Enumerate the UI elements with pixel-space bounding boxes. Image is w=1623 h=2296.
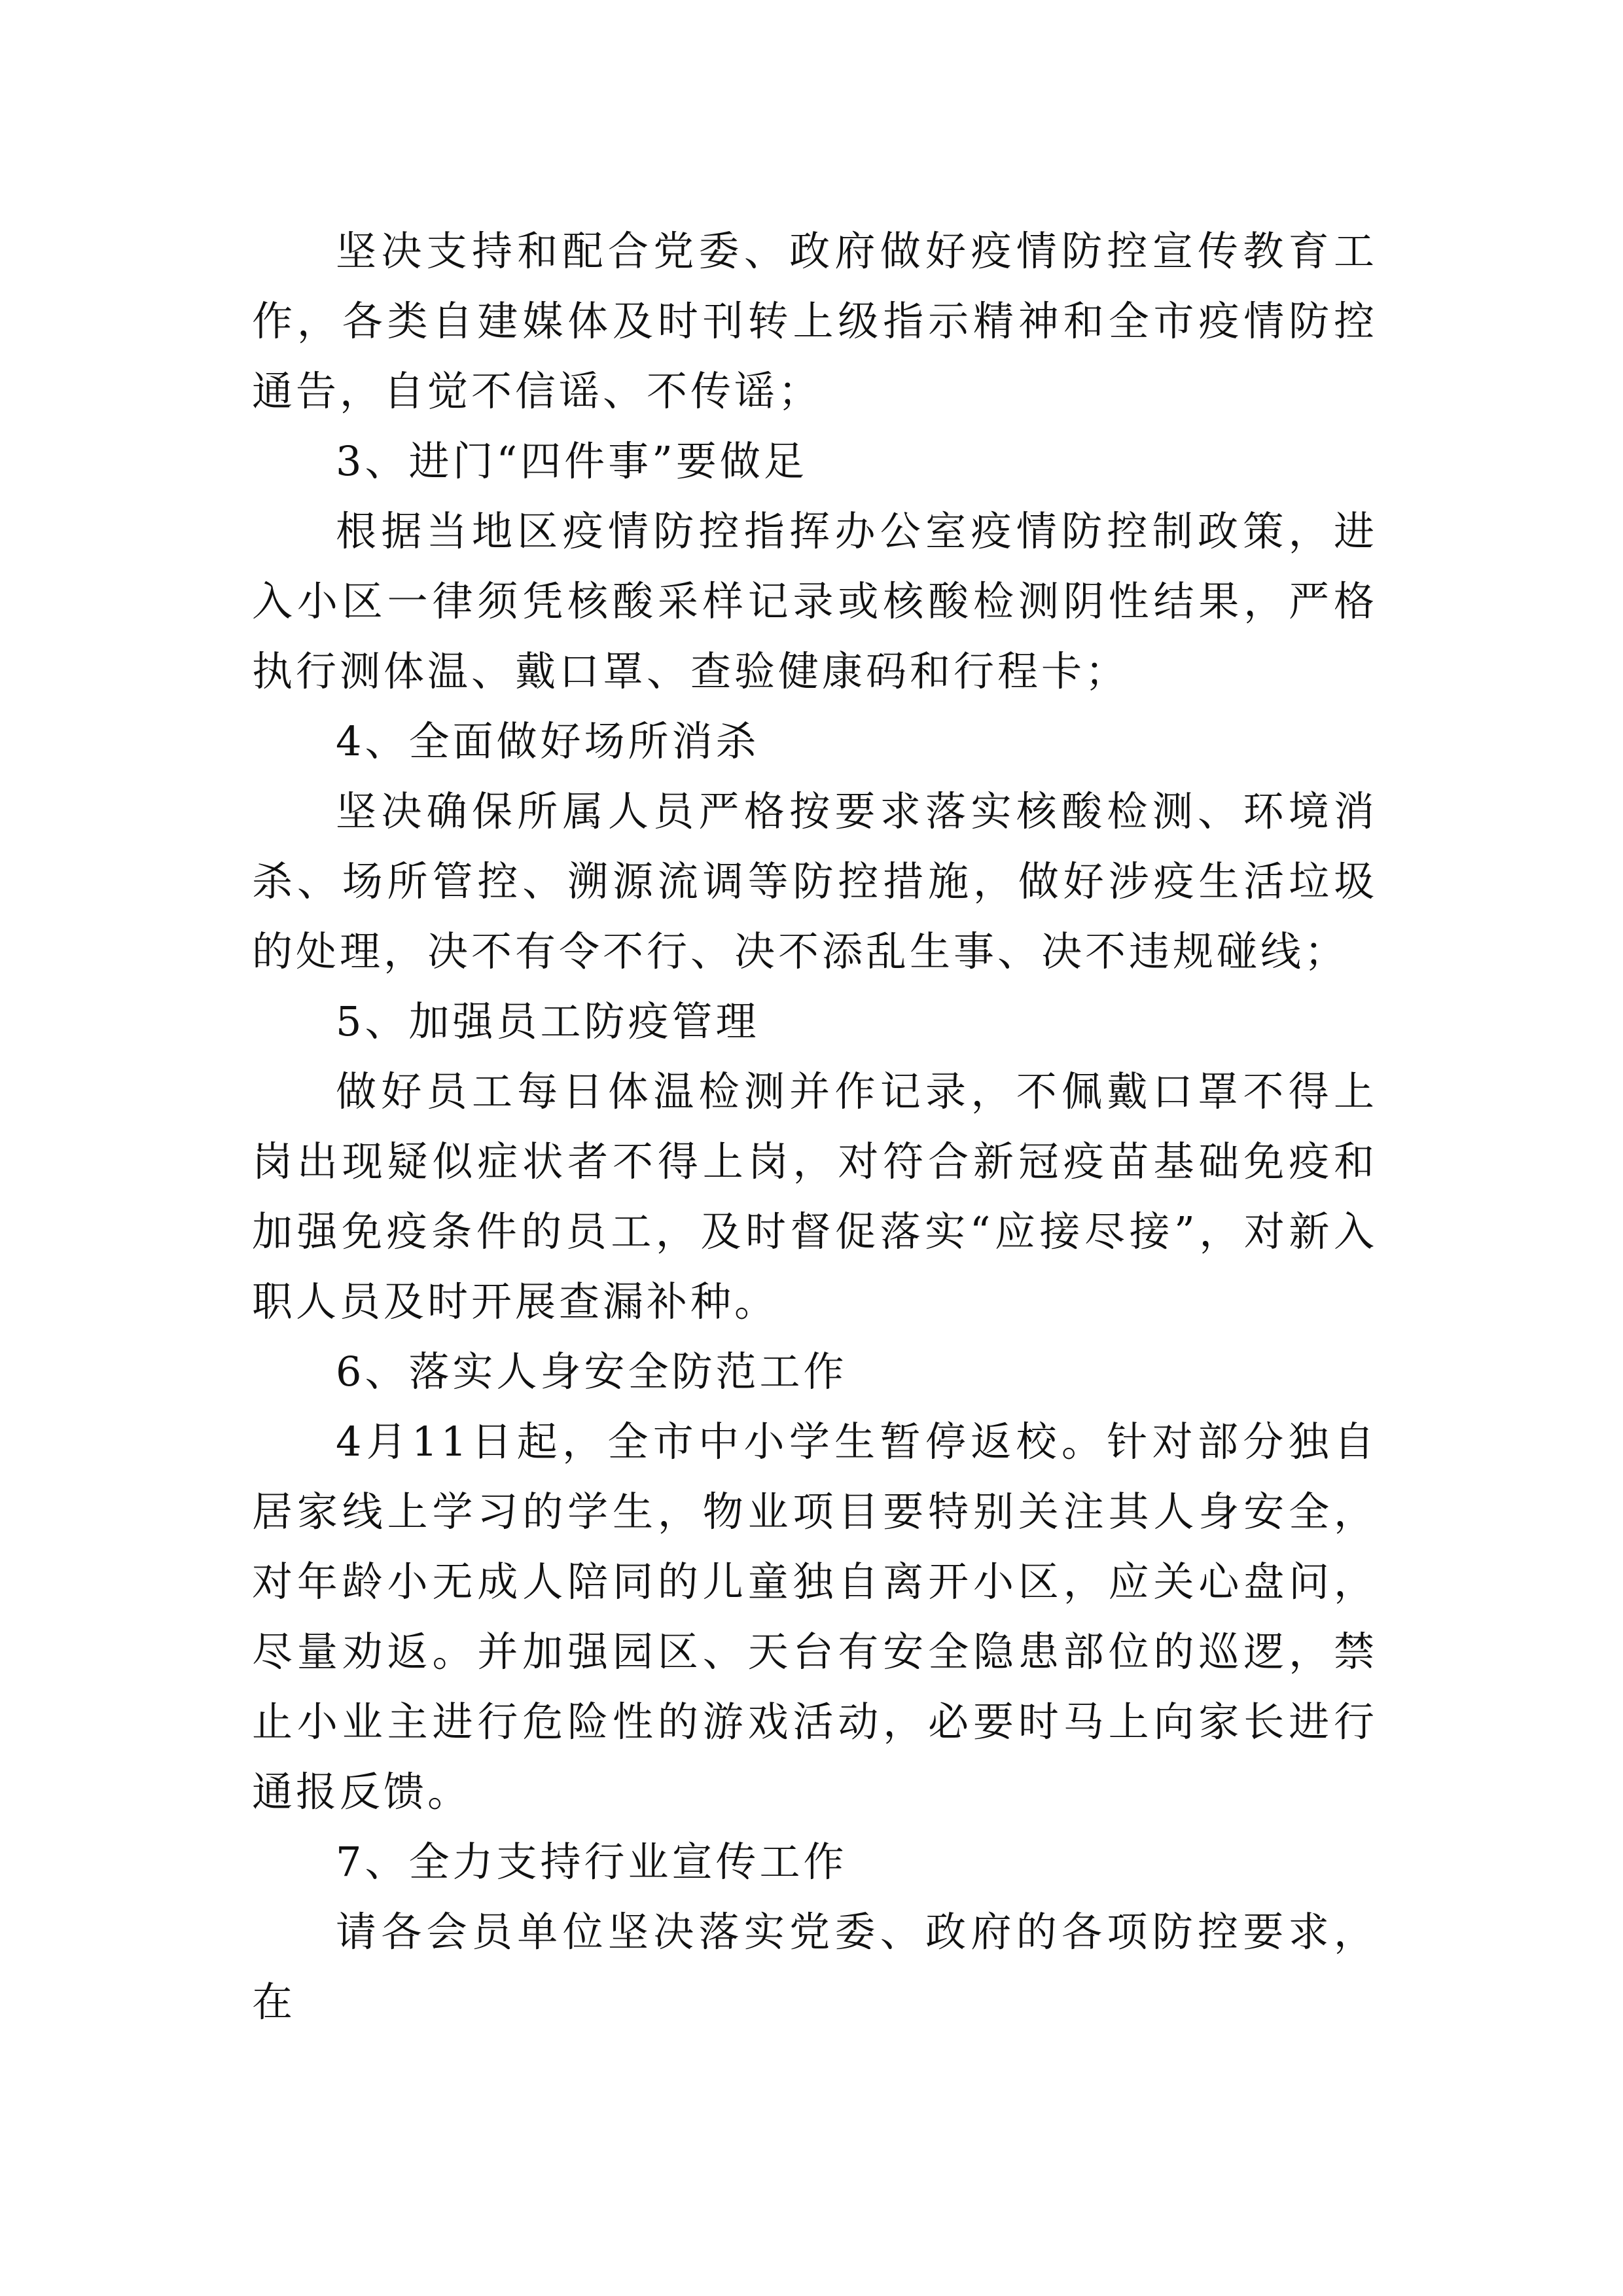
heading-industry-publicity: 7、全力支持行业宣传工作 bbox=[336, 1838, 847, 1886]
paragraph-industry-publicity: 请各会员单位坚决落实党委、政府的各项防控要求，在 bbox=[252, 1908, 1378, 2026]
paragraph-disinfection: 坚决确保所属人员严格按要求落实核酸检测、环境消杀、场所管控、溯源流调等防控措施，做好涉疫生活垃圾的处理，决不有令不行、决不添乱生事、决不违规碰线； bbox=[252, 787, 1378, 975]
paragraph-personal-safety: 4月11日起，全市中小学生暂停返校。针对部分独自居家线上学习的学生，物业项目要特别关注其人身安全，对年龄小无成人陪同的儿童独自离开小区，应关心盘问，尽量劝返。并加强园区、天台有安全隐患部位的巡逻，禁止小业主进行危险性的游戏活动，必要时马上向家长进行通报反馈。 bbox=[252, 1418, 1378, 1816]
heading-entry-checks: 3、进门“四件事”要做足 bbox=[336, 437, 808, 485]
paragraph-entry-checks: 根据当地区疫情防控指挥办公室疫情防控制政策，进入小区一律须凭核酸采样记录或核酸检测阴性结果，严格执行测体温、戴口罩、查验健康码和行程卡； bbox=[252, 507, 1378, 695]
heading-personal-safety: 6、落实人身安全防范工作 bbox=[336, 1348, 847, 1395]
paragraph-publicity-support: 坚决支持和配合党委、政府做好疫情防控宣传教育工作，各类自建媒体及时刊转上级指示精神和全市疫情防控通告，自觉不信谣、不传谣； bbox=[252, 227, 1378, 415]
document-body bbox=[252, 216, 1378, 2037]
paragraph-staff-management: 做好员工每日体温检测并作记录，不佩戴口罩不得上岗出现疑似症状者不得上岗，对符合新冠疫苗基础免疫和加强免疫条件的员工，及时督促落实“应接尽接”，对新入职人员及时开展查漏补种。 bbox=[252, 1067, 1378, 1325]
heading-staff-management: 5、加强员工防疫管理 bbox=[336, 997, 760, 1045]
heading-disinfection: 4、全面做好场所消杀 bbox=[336, 717, 760, 765]
